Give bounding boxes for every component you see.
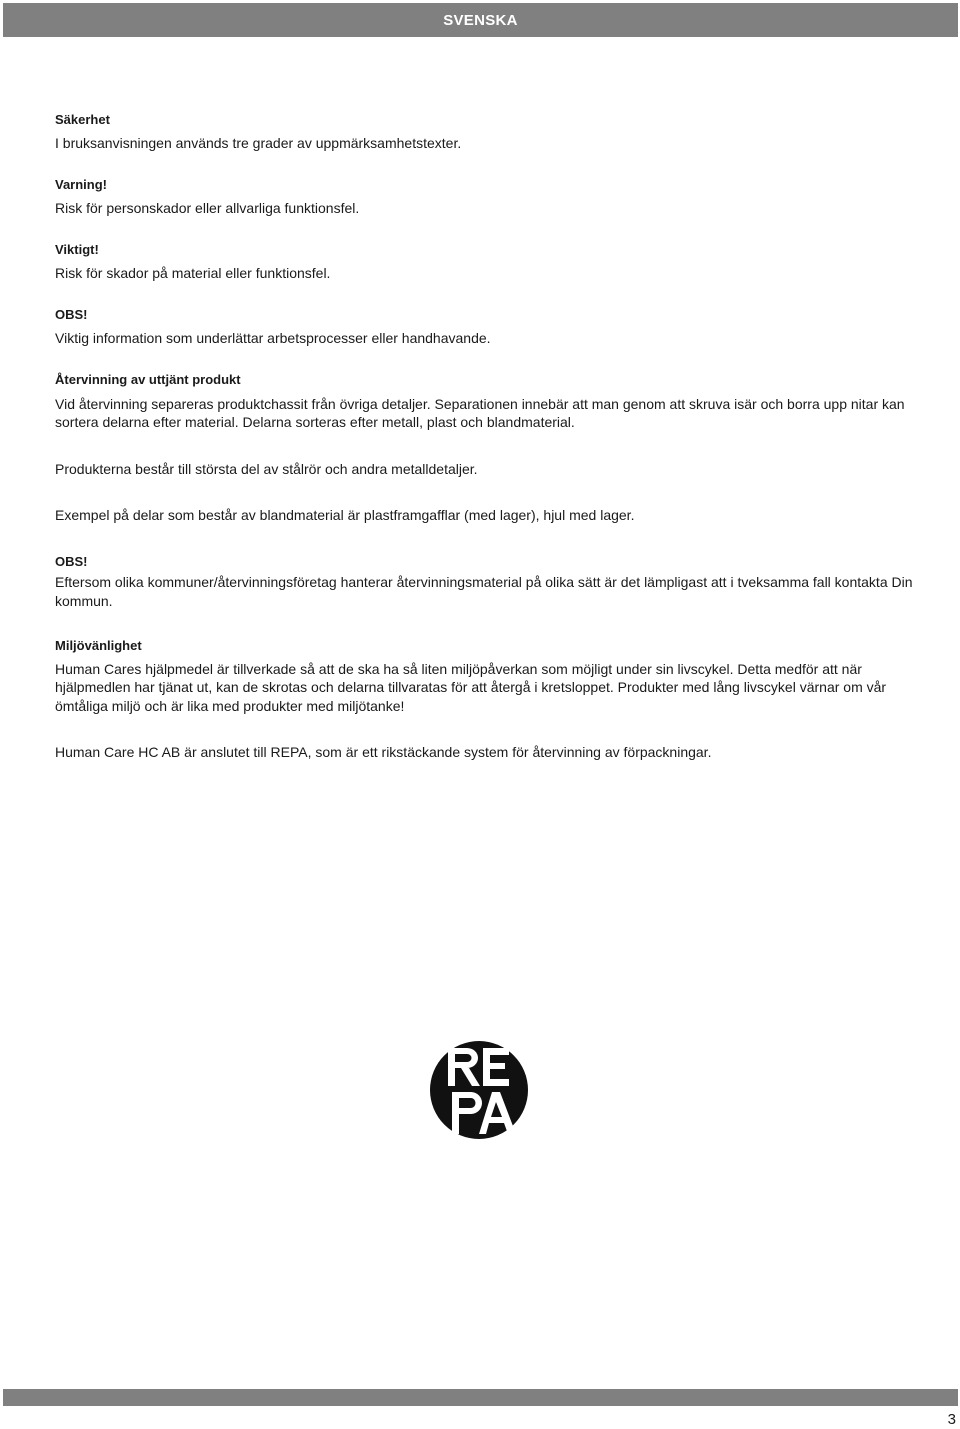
- recycling-note-text: Eftersom olika kommuner/återvinningsföretag hanterar återvinningsmaterial på olika sätt är det lämpligast att i tveksamma fall kontakta Din kommun.: [55, 574, 913, 609]
- header-bar: [3, 3, 958, 37]
- important-text: Risk för skador på material eller funktionsfel.: [55, 264, 331, 281]
- recycling-paragraph-1: Vid återvinning separeras produktchassit från övriga detaljer. Separationen innebär att man genom att skruva isär och borra upp nitar kan sortera delarna efter material. Delarna sorteras efter metall, plast och blandmaterial.: [55, 395, 905, 430]
- recycling-note-label: OBS!: [55, 553, 88, 569]
- recycling-heading: Återvinning av uttjänt produkt: [55, 372, 241, 387]
- recycling-paragraph-2: Produkterna består till största del av stålrör och andra metalldetaljer.: [55, 460, 478, 477]
- repa-logo-circle: [430, 1041, 528, 1139]
- environment-heading: Miljövänlighet: [55, 638, 142, 653]
- recycling-paragraph-3: Exempel på delar som består av blandmaterial är plastframgafflar (med lager), hjul med lager.: [55, 507, 635, 523]
- note-label: OBS!: [55, 307, 88, 322]
- important-label: Viktigt!: [55, 242, 99, 257]
- warning-text: Risk för personskador eller allvarliga funktionsfel.: [55, 199, 360, 216]
- environment-paragraph-2: Human Care HC AB är anslutet till REPA, som är ett rikstäckande system för återvinning av förpackningar.: [55, 744, 712, 760]
- page-number: 3: [947, 1411, 956, 1428]
- footer-bar: [3, 1389, 958, 1406]
- note-text: Viktig information som underlättar arbetsprocesser eller handhavande.: [55, 329, 491, 346]
- environment-paragraph-1: Human Cares hjälpmedel är tillverkade så att de ska ha så liten miljöpåverkan som möjligt under sin livscykel. Detta medför att när hjälpmedlen har tjänat ut, kan de skrotas och delarna tillvaratas för att återgå i kretsloppet. Produkter med lång livscykel värnar om vår ömtåliga miljö och är lika med produkter med miljötanke!: [55, 660, 887, 714]
- document-body: [55, 111, 915, 762]
- safety-heading: Säkerhet: [55, 112, 110, 127]
- warning-label: Varning!: [55, 177, 108, 192]
- safety-intro: I bruksanvisningen används tre grader av uppmärksamhetstexter.: [55, 134, 462, 151]
- section-title: SVENSKA: [443, 11, 518, 29]
- repa-logo: [428, 1040, 530, 1140]
